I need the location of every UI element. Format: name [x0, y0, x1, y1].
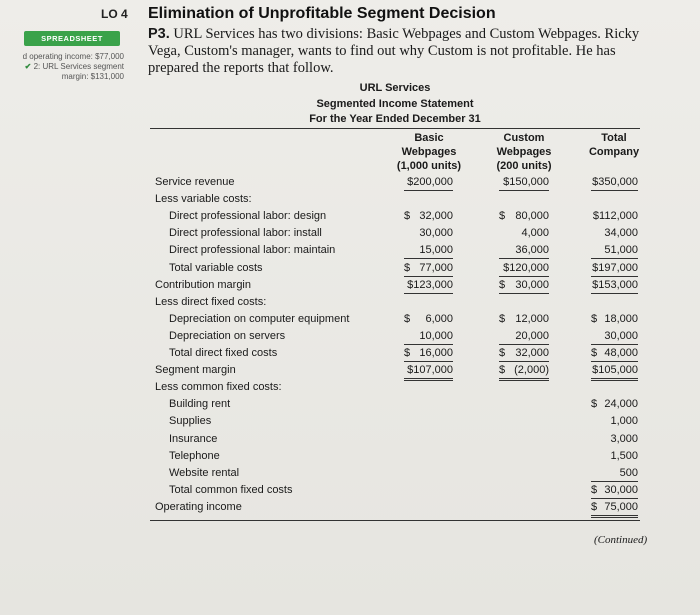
row-label: Less direct fixed costs: [155, 295, 267, 308]
statement-row [0, 362, 700, 379]
amount-cell [404, 347, 453, 362]
row-label: Depreciation on computer equipment [169, 312, 350, 325]
row-label: Contribution margin [155, 278, 251, 291]
amount-value: $197,000 [592, 261, 638, 274]
statement-row [0, 448, 700, 465]
row-label: Service revenue [155, 176, 235, 188]
amount-value: 34,000 [604, 227, 638, 240]
spreadsheet-badge: SPREADSHEET [24, 31, 120, 46]
currency-symbol: $ [404, 210, 411, 223]
section-title: Elimination of Unprofitable Segment Decision [148, 5, 496, 22]
amount-cell [499, 313, 549, 327]
statement-row [0, 242, 700, 259]
amount-value: 3,000 [610, 432, 638, 445]
statement-row [0, 413, 700, 430]
row-label: Operating income [155, 500, 242, 513]
statement-company: URL Services [359, 82, 431, 94]
amount-cell [499, 210, 549, 224]
amount-value: 18,000 [604, 312, 638, 325]
amount-value: 80,000 [515, 210, 549, 223]
amount-cell [591, 244, 638, 259]
amount-cell [591, 467, 638, 482]
amount-value: 12,000 [515, 312, 549, 325]
check-icon: ✔ [24, 62, 32, 71]
amount-cell [499, 176, 549, 191]
amount-value: 48,000 [604, 347, 638, 359]
margin-line-3: margin: $131,000 [61, 72, 124, 81]
amount-value: 15,000 [419, 244, 453, 257]
statement-row [0, 294, 700, 311]
amount-cell [591, 415, 638, 429]
row-label: Website rental [169, 466, 240, 479]
amount-value: 32,000 [419, 210, 453, 223]
row-label: Building rent [169, 398, 231, 411]
amount-value: 500 [619, 466, 638, 479]
currency-symbol: $ [404, 347, 411, 359]
amount-value: $112,000 [592, 210, 638, 223]
amount-cell [591, 433, 638, 447]
statement-row [0, 499, 700, 516]
amount-value: $153,000 [592, 278, 638, 291]
currency-symbol: $ [591, 500, 598, 513]
learning-objective-label: LO 4 [101, 7, 128, 21]
amount-value: 51,000 [604, 244, 638, 257]
amount-cell [591, 398, 638, 412]
statement-row [0, 465, 700, 482]
column-header-basic: Basic Webpages (1,000 units) [396, 132, 462, 172]
amount-cell [499, 227, 549, 241]
amount-value: $120,000 [503, 261, 549, 274]
amount-cell [591, 501, 638, 518]
column-header-total: Total Company [588, 132, 640, 158]
amount-cell [591, 262, 638, 277]
amount-cell [591, 450, 638, 464]
amount-value: 75,000 [604, 500, 638, 513]
row-label: Total direct fixed costs [169, 347, 278, 359]
amount-cell [404, 244, 453, 259]
currency-symbol: $ [499, 312, 506, 325]
amount-value: 16,000 [419, 347, 453, 359]
currency-symbol: $ [591, 398, 598, 411]
problem-text [148, 26, 658, 77]
currency-symbol: $ [499, 210, 506, 223]
amount-value: 1,000 [610, 415, 638, 428]
amount-value: 32,000 [515, 347, 549, 359]
amount-value: 30,000 [604, 483, 638, 496]
problem-body: URL Services has two divisions: Basic Webpages and Custom Webpages. Ricky Vega, Custom's manager, wants to find out why Custom is not profitable. He has prepared the reports that follow. [148, 26, 640, 76]
amount-cell [591, 347, 638, 362]
statement-row [0, 396, 700, 413]
amount-value: 77,000 [419, 261, 453, 274]
amount-cell [591, 484, 638, 499]
amount-value: 30,000 [604, 329, 638, 342]
amount-cell [499, 330, 549, 345]
statement-row [0, 260, 700, 277]
amount-value: 24,000 [604, 398, 638, 411]
amount-cell [591, 210, 638, 224]
amount-value: $200,000 [407, 176, 453, 188]
currency-symbol: $ [591, 347, 598, 359]
currency-symbol: $ [499, 347, 506, 359]
row-label: Supplies [169, 415, 212, 428]
statement-name: Segmented Income Statement [316, 98, 474, 110]
row-label: Total variable costs [169, 261, 263, 274]
amount-cell [591, 313, 638, 327]
row-label: Less variable costs: [155, 193, 252, 206]
row-label: Direct professional labor: design [169, 210, 327, 223]
margin-answer-note [0, 52, 124, 82]
currency-symbol: $ [499, 278, 506, 291]
amount-value: 1,500 [610, 449, 638, 462]
amount-cell [499, 262, 549, 277]
amount-value: $123,000 [407, 278, 453, 291]
amount-cell [499, 279, 549, 294]
currency-symbol: $ [591, 312, 598, 325]
row-label: Telephone [169, 449, 220, 462]
statement-row [0, 208, 700, 225]
amount-cell [404, 330, 453, 345]
row-label: Insurance [169, 432, 218, 445]
row-label: Direct professional labor: maintain [169, 244, 336, 257]
amount-cell [591, 227, 638, 241]
currency-symbol: $ [404, 261, 411, 274]
column-header-custom: Custom Webpages (200 units) [496, 132, 552, 172]
amount-value: 36,000 [515, 244, 549, 257]
amount-value: 20,000 [515, 329, 549, 342]
row-label: Less common fixed costs: [155, 381, 282, 394]
statement-row [0, 191, 700, 208]
statement-bottom-rule [150, 520, 640, 521]
statement-row [0, 379, 700, 396]
currency-symbol: $ [591, 483, 598, 496]
amount-cell [591, 176, 638, 191]
statement-row [0, 277, 700, 294]
margin-line-1: d operating income: $77,000 [22, 52, 124, 61]
statement-row [0, 328, 700, 345]
amount-cell [591, 279, 638, 294]
row-label: Total common fixed costs [169, 483, 293, 496]
amount-cell [499, 347, 549, 362]
statement-row [0, 482, 700, 499]
amount-value: $105,000 [592, 364, 638, 377]
statement-row [0, 225, 700, 242]
amount-cell [591, 330, 638, 345]
currency-symbol: $ [499, 364, 506, 377]
statement-row [0, 345, 700, 362]
statement-row [0, 431, 700, 448]
margin-line-2: ✔ 2: URL Services segment [24, 62, 124, 71]
amount-cell [404, 210, 453, 224]
amount-value: $150,000 [503, 176, 549, 188]
amount-value: 30,000 [419, 227, 453, 240]
continued-note: (Continued) [594, 534, 648, 546]
row-label: Segment margin [155, 364, 236, 377]
amount-cell [404, 262, 453, 277]
amount-cell [404, 176, 453, 191]
amount-value: $107,000 [407, 364, 453, 377]
amount-cell [404, 313, 453, 327]
amount-cell [404, 227, 453, 241]
amount-value: $350,000 [592, 176, 638, 188]
problem-number: P3. [148, 26, 170, 42]
amount-value: 6,000 [425, 312, 453, 325]
currency-symbol: $ [404, 312, 411, 325]
statement-row [0, 311, 700, 328]
statement-period: For the Year Ended December 31 [309, 113, 481, 125]
statement-top-rule [150, 128, 640, 129]
amount-value: 10,000 [419, 329, 453, 342]
amount-value: 4,000 [521, 227, 549, 240]
statement-row [0, 174, 700, 191]
amount-value: (2,000) [514, 364, 549, 377]
amount-cell [499, 244, 549, 259]
amount-value: 30,000 [515, 278, 549, 291]
row-label: Depreciation on servers [169, 329, 286, 342]
amount-cell [404, 279, 453, 294]
row-label: Direct professional labor: install [169, 227, 322, 240]
